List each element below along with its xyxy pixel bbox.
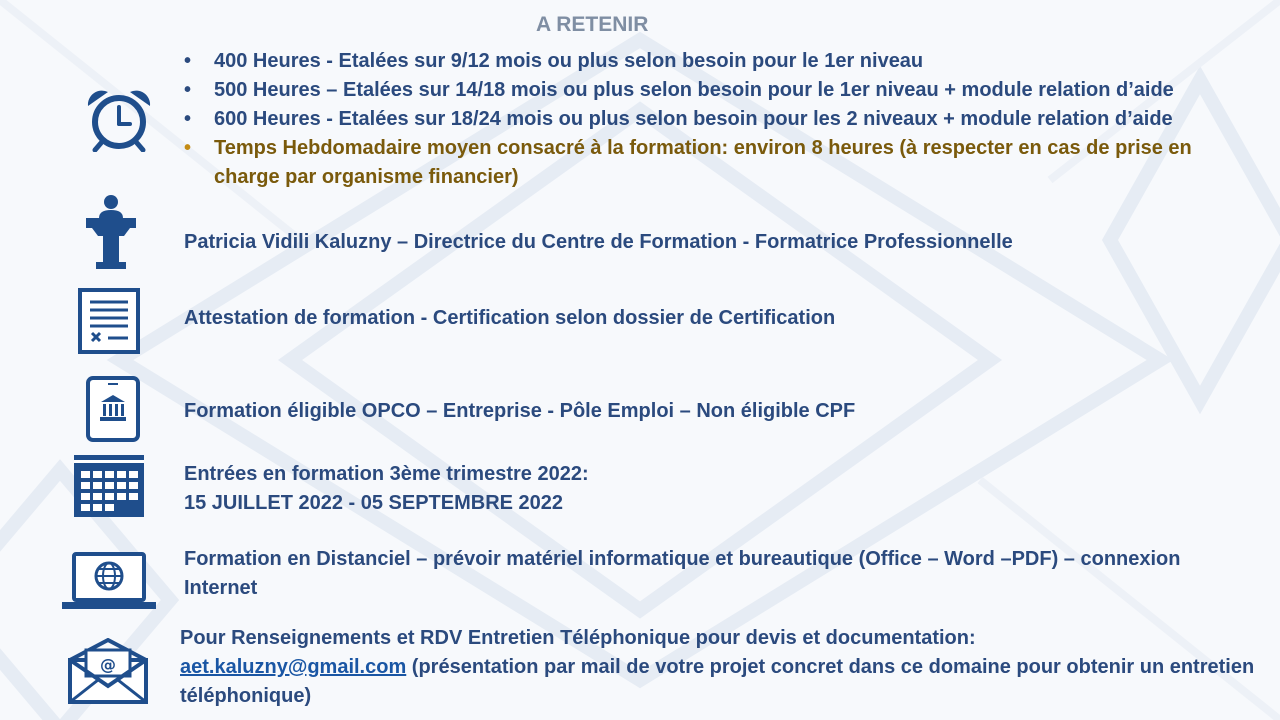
speaker-podium-icon [86, 194, 136, 270]
bullet-400-hours: • 400 Heures - Etalées sur 9/12 mois ou plus selon besoin pour le 1er niveau [184, 47, 1244, 76]
svg-text:@: @ [100, 655, 116, 674]
laptop-globe-icon [62, 552, 156, 612]
bank-tablet-icon [86, 376, 140, 442]
trainer-text: Patricia Vidili Kaluzny – Directrice du Centre de Formation - Formatrice Professionnelle [184, 231, 1013, 253]
contact-details [180, 653, 1260, 711]
slide-title: A RETENIR [536, 13, 649, 36]
bullet-500-hours: • 500 Heures – Etalées sur 14/18 mois ou plus selon besoin pour le 1er niveau + module relation d’aide [184, 76, 1244, 105]
dates-range: 15 JUILLET 2022 - 05 SEPTEMBRE 2022 [184, 492, 564, 514]
calendar-icon [74, 455, 144, 517]
bullet-600-hours: • 600 Heures - Etalées sur 18/24 mois ou plus selon besoin pour les 2 niveaux + module relation d’aide [184, 105, 1244, 134]
bullet-list [184, 47, 1244, 192]
email-link[interactable]: aet.kaluzny@gmail.com [180, 656, 407, 678]
funding-text: Formation éligible OPCO – Entreprise - Pôle Emploi – Non éligible CPF [184, 400, 856, 422]
certificate-text: Attestation de formation - Certification selon dossier de Certification [184, 307, 836, 329]
dates-title: Entrées en formation 3ème trimestre 2022: [184, 463, 589, 485]
remote-text: Formation en Distanciel – prévoir matériel informatique et bureautique (Office – Word –PDF) – connexion Internet [184, 548, 1181, 599]
alarm-clock-icon [84, 86, 154, 152]
contact-note: (présentation par mail de votre projet concret dans ce domaine pour obtenir un entretien téléphonique) [180, 656, 1255, 707]
contact-intro: Pour Renseignements et RDV Entretien Téléphonique pour devis et documentation: [180, 627, 976, 649]
bullet-weekly-time: • Temps Hebdomadaire moyen consacré à la formation: environ 8 heures (à respecter en cas de prise en charge par organisme financier) [184, 134, 1244, 192]
certificate-icon [78, 288, 140, 354]
email-icon [68, 638, 148, 704]
